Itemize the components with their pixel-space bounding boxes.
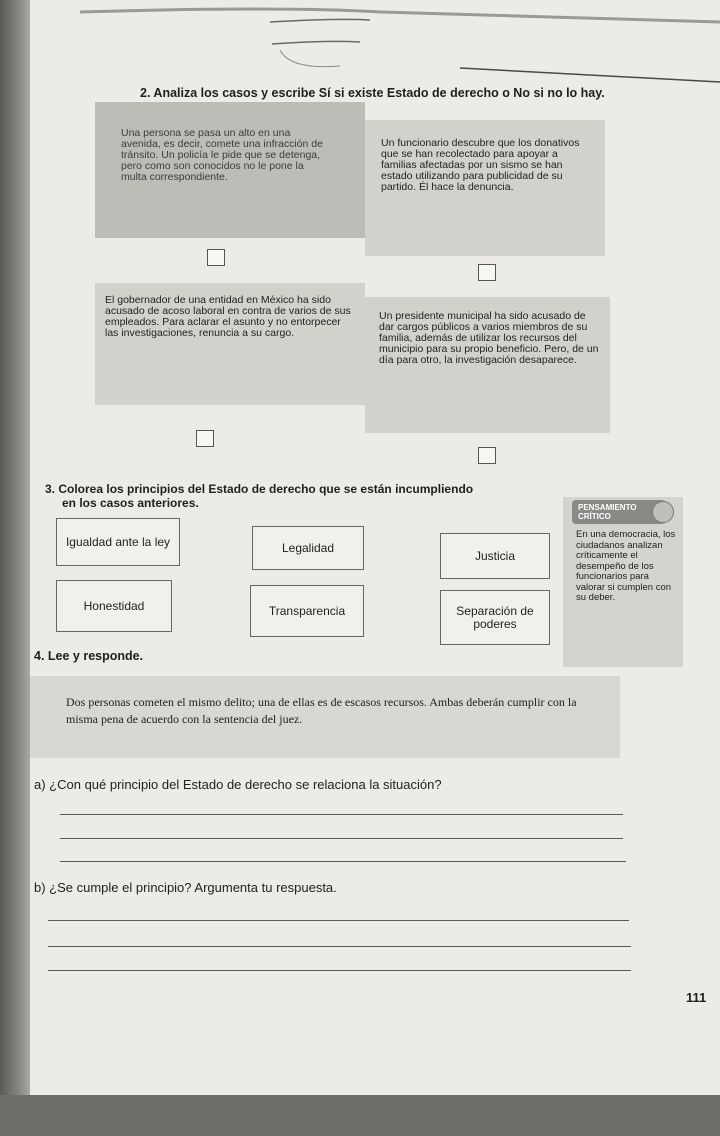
answer-line-b3[interactable] [48, 970, 631, 971]
activity4-heading: 4. Lee y responde. [34, 649, 144, 663]
principle-justicia[interactable]: Justicia [440, 533, 550, 579]
case-text-3: El gobernador de una entidad en México ha sido acusado de acoso laboral en contra de varios de sus empleados. Para aclarar el asunto y no entorpecer las investigaciones, renuncia a su cargo. [105, 294, 351, 339]
principle-legalidad[interactable]: Legalidad [252, 526, 364, 570]
principle-transparencia[interactable]: Transparencia [250, 585, 364, 637]
case-3-answer-box[interactable] [196, 430, 214, 447]
header-decoration [80, 0, 720, 90]
case-2-answer-box[interactable] [478, 264, 496, 281]
case-text-1: Una persona se pasa un alto en una avenida, es decir, comete una infracción de tránsito. Un policía le pide que se detenga, pero como son conocidos no le pone la multa correspondiente. [121, 127, 323, 183]
reading-text: Dos personas cometen el mismo delito; una de ellas es de escasos recursos. Ambas deberán cumplir con la misma pena de acuerdo con la sentencia del juez. [66, 695, 577, 726]
case-card-3 [95, 283, 365, 405]
principle-separacion-poderes[interactable]: Separación de poderes [440, 590, 550, 645]
answer-line-b2[interactable] [48, 946, 631, 947]
page-number: 111 [686, 990, 707, 1005]
book-spine-edge [0, 0, 34, 1136]
page-shadow [0, 1095, 720, 1136]
answer-line-a1[interactable] [60, 814, 623, 815]
case-1-answer-box[interactable] [207, 249, 225, 266]
activity2-heading: 2. Analiza los casos y escribe Sí si existe Estado de derecho o No si no lo hay. [140, 86, 605, 100]
question-b: b) ¿Se cumple el principio? Argumenta tu respuesta. [34, 880, 337, 895]
answer-line-a2[interactable] [60, 838, 623, 839]
question-a: a) ¿Con qué principio del Estado de derecho se relaciona la situación? [34, 777, 442, 792]
activity3-heading-line1: 3. Colorea los principios del Estado de derecho que se están incumpliendo [45, 482, 474, 496]
case-text-2: Un funcionario descubre que los donativos que se han recolectado para apoyar a familias afectadas por un sismo se han estado utilizando para publicidad de su partido. Él hace la denuncia. [381, 137, 580, 193]
principle-honestidad[interactable]: Honestidad [56, 580, 172, 632]
answer-line-b1[interactable] [48, 920, 629, 921]
activity3-heading-line2: en los casos anteriores. [62, 496, 199, 510]
case-card-4 [365, 297, 610, 433]
case-text-4: Un presidente municipal ha sido acusado de dar cargos públicos a varios miembros de su familia, además de utilizar los recursos del municipio para su propio beneficio. Pero, de un día para otro, la investigación desaparece. [379, 310, 599, 366]
case-card-2 [365, 120, 605, 256]
critical-thinking-text: En una democracia, los ciudadanos analizan críticamente el desempeño de los funcionarios para valorar si cumplen con su deber. [576, 529, 676, 603]
case-card-1 [95, 102, 365, 238]
critical-thinking-badge: PENSAMIENTO CRÍTICO [572, 500, 672, 524]
thinking-head-icon [652, 501, 674, 523]
principle-igualdad[interactable]: Igualdad ante la ley [56, 518, 180, 566]
case-4-answer-box[interactable] [478, 447, 496, 464]
answer-line-a3[interactable] [60, 861, 626, 862]
